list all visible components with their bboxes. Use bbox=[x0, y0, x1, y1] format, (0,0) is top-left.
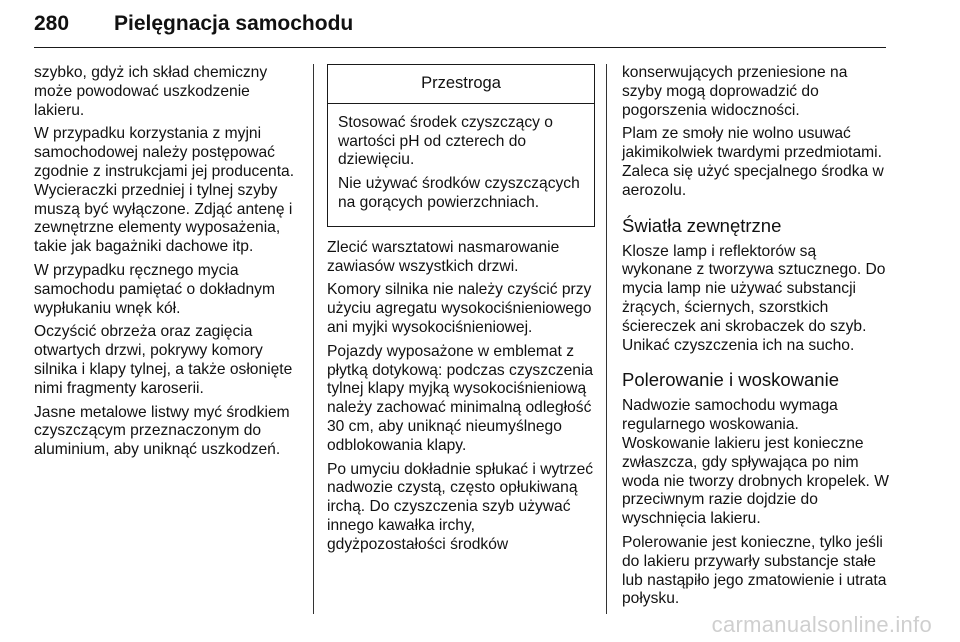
page-number: 280 bbox=[34, 12, 70, 35]
watermark-link[interactable]: carmanualsonline.info bbox=[711, 612, 932, 637]
page-header bbox=[34, 6, 886, 48]
paragraph: Po umyciu dokładnie spłukać i wytrzeć nadwozie czystą, często opłukiwaną irchą. Do czyszczenia szyb używać innego kawałka irchy, gdyżpozostałości środków bbox=[327, 460, 594, 553]
paragraph: Plam ze smoły nie wolno usuwać jakimikolwiek twardymi przedmiotami. Zaleca się użyć specjalnego środka w aerozolu. bbox=[622, 125, 884, 199]
section-heading-exterior-lights: Światła zewnętrzne bbox=[622, 214, 782, 236]
paragraph: Nadwozie samochodu wymaga regularnego woskowania. Woskowanie lakieru jest konieczne zwłaszcza, gdy spływająca po nim woda nie tworzy drobnych kropelek. W przeciwnym razie dojdzie do wyschnięcia lakieru. bbox=[622, 397, 889, 528]
section-heading-polishing: Polerowanie i woskowanie bbox=[622, 369, 839, 391]
caution-paragraph: Nie używać środków czyszczących na gorących powierzchniach. bbox=[338, 175, 580, 211]
paragraph: Oczyścić obrzeża oraz zagięcia otwartych drzwi, pokrywy komory silnika i klapy tylnej, a także osłonięte nimi fragmenty karoserii. bbox=[34, 323, 293, 397]
column-divider-1 bbox=[313, 64, 314, 614]
column-divider-2 bbox=[606, 64, 607, 614]
paragraph: Zlecić warsztatowi nasmarowanie zawiasów wszystkich drzwi. bbox=[327, 238, 560, 275]
paragraph: W przypadku ręcznego mycia samochodu pamiętać o dokładnym wypłukaniu wnęk kół. bbox=[34, 261, 275, 317]
paragraph: Pojazdy wyposażone w emblemat z płytką dotykową: podczas czyszczenia tylnej klapy myjką wysokociśnieniową należy zachować minimalną odległość 30 cm, aby uniknąć nieumyślnego odblokowania klapy. bbox=[327, 342, 594, 454]
paragraph: Komory silnika nie należy czyścić przy użyciu agregatu wysokociśnieniowego ani myjki wysokociśnieniowej. bbox=[327, 281, 592, 336]
caution-body bbox=[328, 104, 594, 226]
paragraph: Jasne metalowe listwy myć środkiem czyszczącym przeznaczonym do aluminium, aby uniknąć uszkodzeń. bbox=[34, 403, 290, 459]
chapter-title: Pielęgnacja samochodu bbox=[114, 12, 354, 35]
caution-title: Przestroga bbox=[328, 65, 594, 104]
paragraph: Polerowanie jest konieczne, tylko jeśli do lakieru przywarły substancje stałe lub nastąpiło jego zmatowienie i utrata połysku. bbox=[622, 533, 887, 608]
caution-box bbox=[327, 64, 595, 227]
paragraph: szybko, gdyż ich skład chemiczny może powodować uszkodzenie lakieru. bbox=[34, 64, 268, 119]
column-2 bbox=[327, 64, 595, 560]
paragraph: konserwujących przeniesione na szyby mogą doprowadzić do pogorszenia widoczności. bbox=[622, 64, 848, 119]
paragraph: Klosze lamp i reflektorów są wykonane z tworzywa sztucznego. Do mycia lamp nie używać substancji żrących, ściernych, szorstkich ściereczek ani skrobaczek do szyb. Unikać czyszczenia ich na sucho. bbox=[622, 242, 886, 354]
caution-paragraph: Stosować środek czyszczący o wartości pH od czterech do dziewięciu. bbox=[338, 113, 553, 169]
paragraph: W przypadku korzystania z myjni samochodowej należy postępować zgodnie z instrukcjami jej producenta. Wycieraczki przedniej i tylnej szyby muszą być wyłączone. Zdjąć antenę i zewnętrzne elementy wyposażenia, takie jak bagażniki dachowe itp. bbox=[34, 125, 295, 256]
column-1 bbox=[34, 64, 302, 465]
column-3 bbox=[622, 64, 890, 614]
